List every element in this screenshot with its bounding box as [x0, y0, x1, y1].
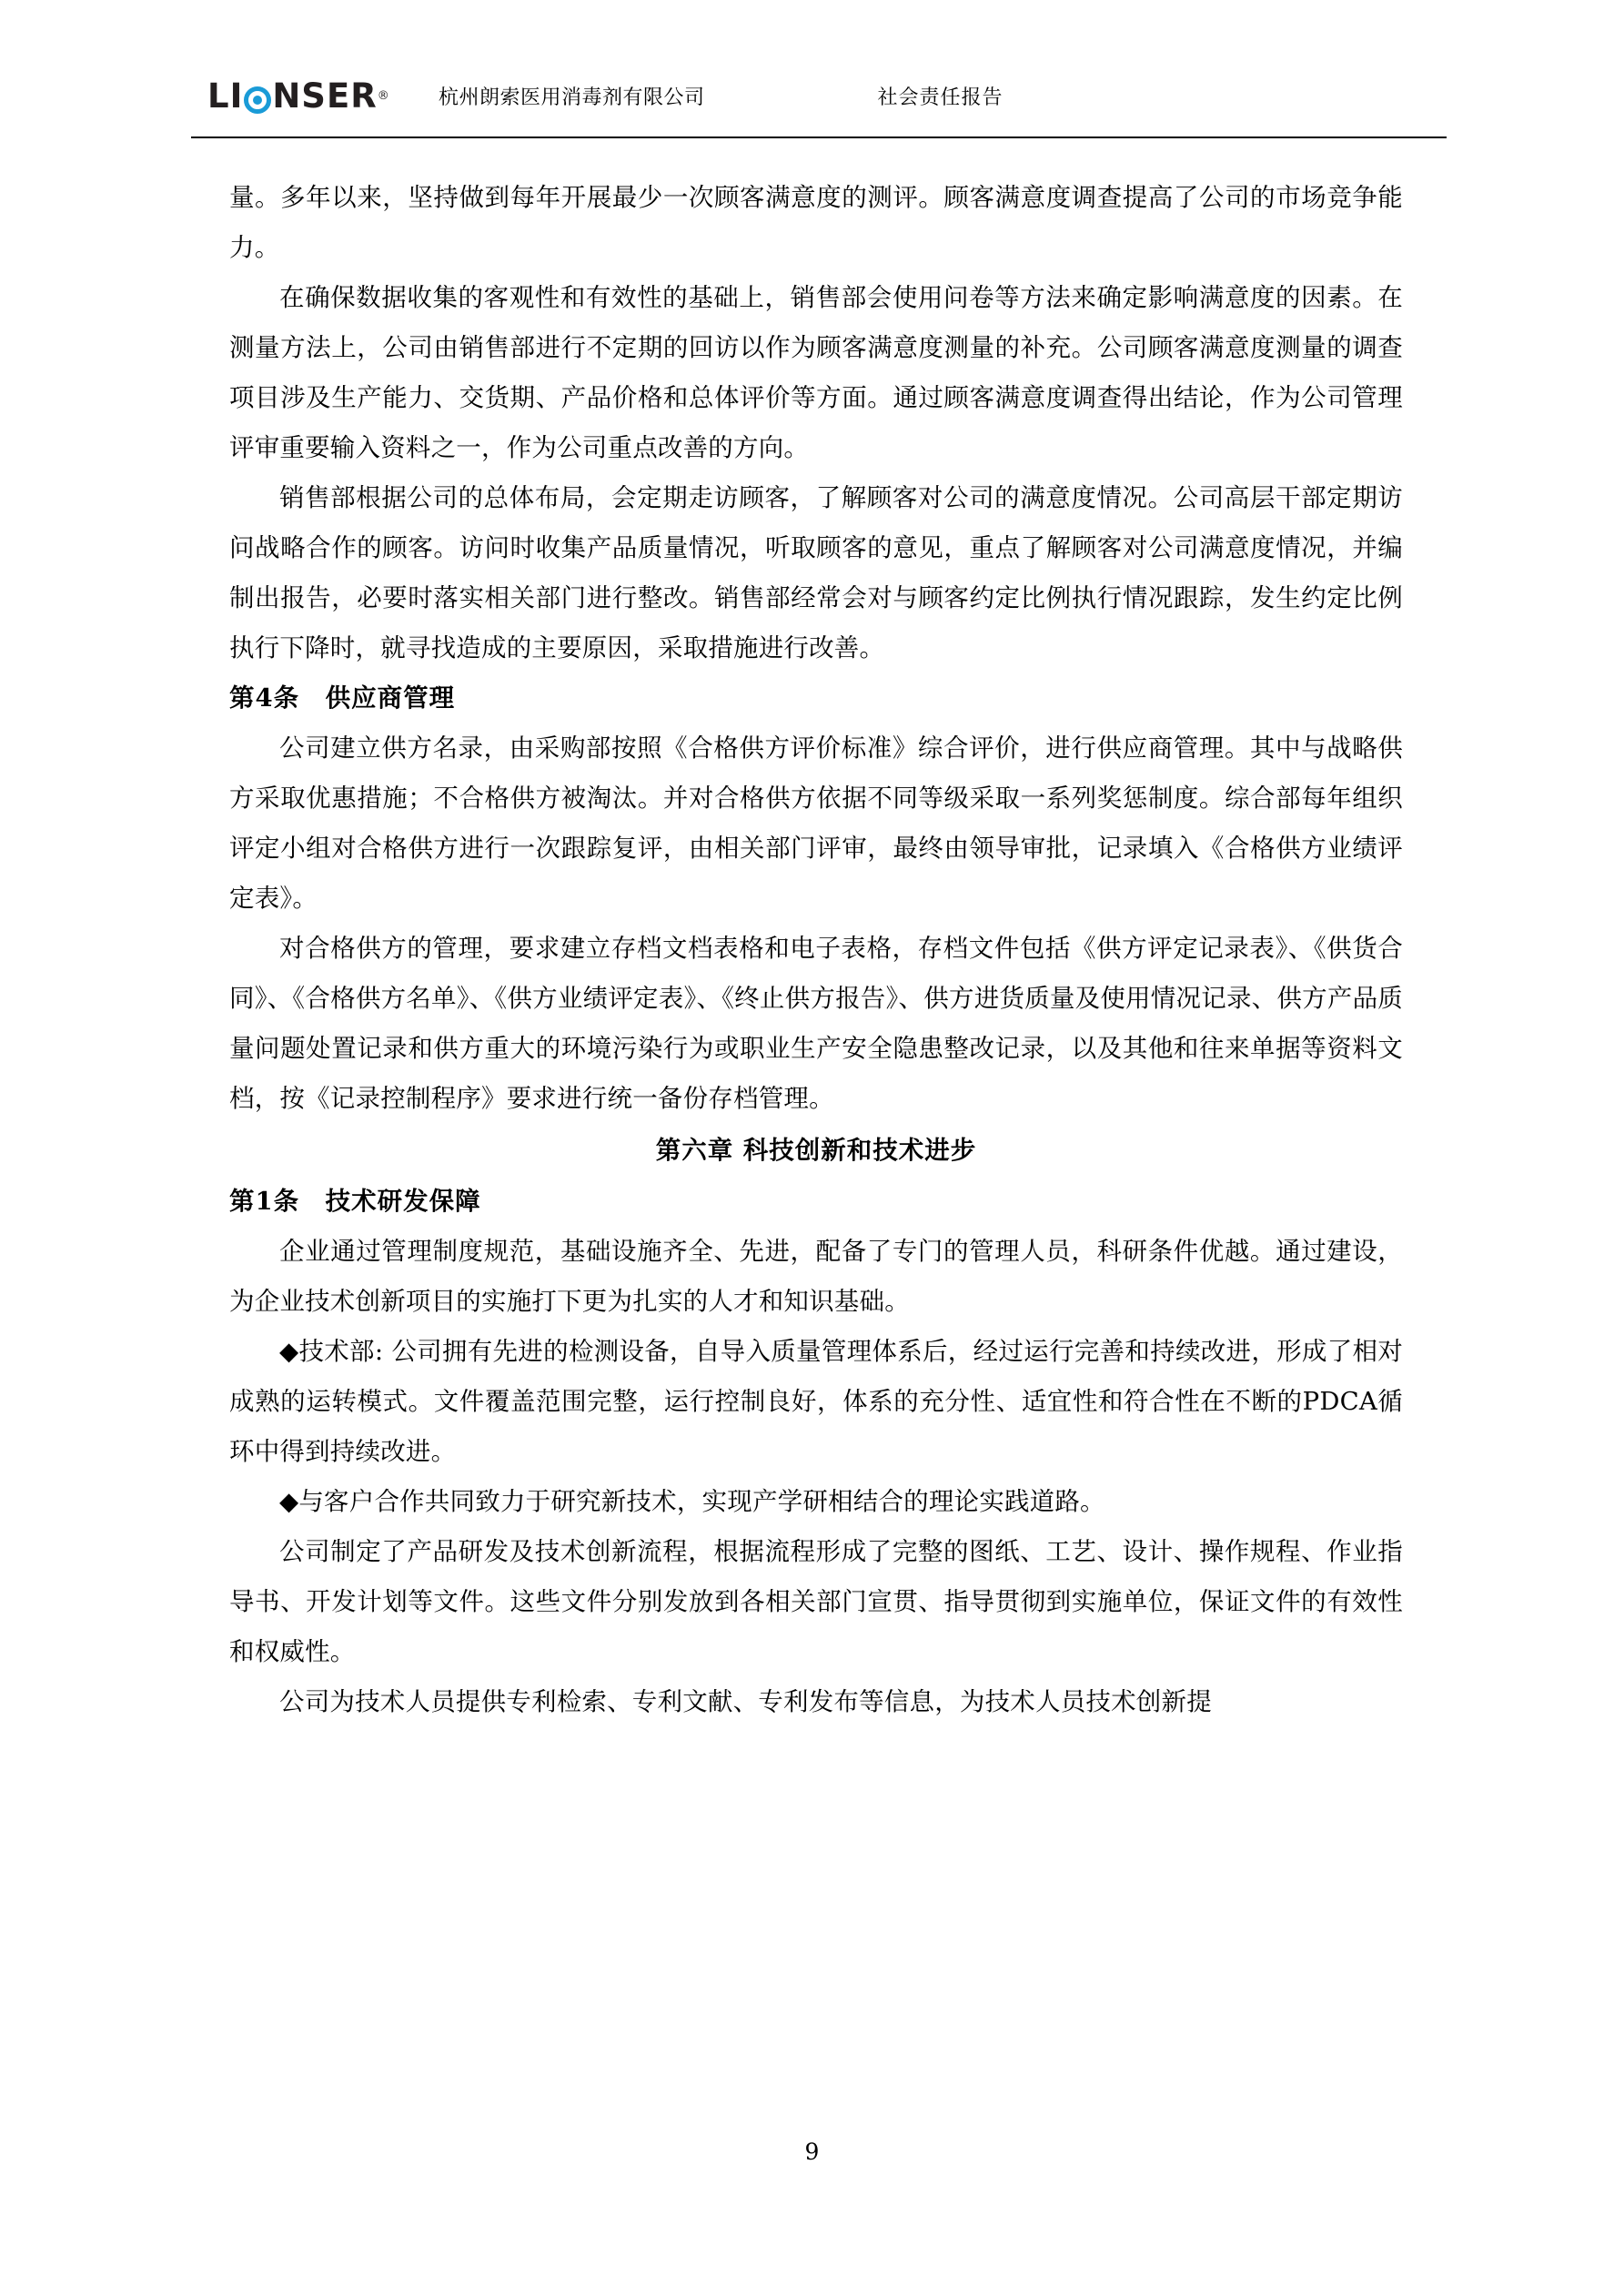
page-number: 9 — [804, 2139, 820, 2165]
page-header — [207, 56, 1431, 135]
body-paragraph: 对合格供方的管理，要求建立存档文档表格和电子表格，存档文件包括《供方评定记录表》、《供货合同》、《合格供方名单》、《供方业绩评定表》、《终止供方报告》、供方进货质量及使用情况记录、供方产品质量问题处置记录和供方重大的环境污染行为或职业生产安全隐患整改记录，以及其他和往来单据等资料文档，按《记录控制程序》要求进行统一备份存档管理。 — [229, 934, 1403, 1113]
header-divider — [191, 137, 1447, 138]
chapter-heading-6: 第六章 科技创新和技术进步 — [655, 1136, 977, 1165]
logo-text-left: LI — [207, 76, 244, 116]
body-paragraph: 公司制定了产品研发及技术创新流程，根据流程形成了完整的图纸、工艺、设计、操作规程、作业指导书、开发计划等文件。这些文件分别发放到各相关部门宣贯、指导贯彻到实施单位，保证文件的有效性和权威性。 — [229, 1537, 1403, 1666]
document-body — [229, 173, 1403, 1727]
company-logo — [207, 76, 424, 116]
company-name: 杭州朗索医用消毒剂有限公司 — [439, 86, 705, 109]
body-paragraph: 公司为技术人员提供专利检索、专利文献、专利发布等信息，为技术人员技术创新提 — [279, 1687, 1212, 1716]
clause-heading-4: 第4条 供应商管理 — [229, 683, 456, 713]
body-paragraph: 销售部根据公司的总体布局，会定期走访顾客，了解顾客对公司的满意度情况。公司高层干部定期访问战略合作的顾客。访问时收集产品质量情况，听取顾客的意见，重点了解顾客对公司满意度情况，并编制出报告，必要时落实相关部门进行整改。销售部经常会对与顾客约定比例执行情况跟踪，发生约定比例执行下降时，就寻找造成的主要原因，采取措施进行改善。 — [229, 483, 1403, 663]
clause-heading-1: 第1条 技术研发保障 — [229, 1187, 481, 1216]
body-paragraph: 在确保数据收集的客观性和有效性的基础上，销售部会使用问卷等方法来确定影响满意度的因素。在测量方法上，公司由销售部进行不定期的回访以作为顾客满意度测量的补充。公司顾客满意度测量的调查项目涉及生产能力、交货期、产品价格和总体评价等方面。通过顾客满意度调查得出结论，作为公司管理评审重要输入资料之一，作为公司重点改善的方向。 — [229, 283, 1403, 462]
body-paragraph: 量。多年以来，坚持做到每年开展最少一次顾客满意度的测评。顾客满意度调查提高了公司的市场竞争能力。 — [229, 183, 1403, 262]
body-paragraph: 公司建立供方名录，由采购部按照《合格供方评价标准》综合评价，进行供应商管理。其中与战略供方采取优惠措施；不合格供方被淘汰。并对合格供方依据不同等级采取一系列奖惩制度。综合部每年组织评定小组对合格供方进行一次跟踪复评，由相关部门评审，最终由领导审批，记录填入《合格供方业绩评定表》。 — [229, 733, 1403, 913]
body-paragraph: ◆技术部: 公司拥有先进的检测设备，自导入质量管理体系后，经过运行完善和持续改进，形成了相对成熟的运转模式。文件覆盖范围完整，运行控制良好，体系的充分性、适宜性和符合性在不断的PDCA循环中得到持续改进。 — [229, 1337, 1403, 1466]
logo-ring-icon — [244, 86, 271, 114]
body-paragraph: ◆与客户合作共同致力于研究新技术，实现产学研相结合的理论实践道路。 — [279, 1487, 1105, 1516]
body-paragraph: 企业通过管理制度规范，基础设施齐全、先进，配备了专门的管理人员，科研条件优越。通过建设，为企业技术创新项目的实施打下更为扎实的人才和知识基础。 — [229, 1237, 1403, 1316]
report-title: 社会责任报告 — [877, 86, 1004, 109]
logo-text-right: NSER — [272, 76, 378, 116]
registered-mark-icon: ® — [377, 88, 389, 103]
